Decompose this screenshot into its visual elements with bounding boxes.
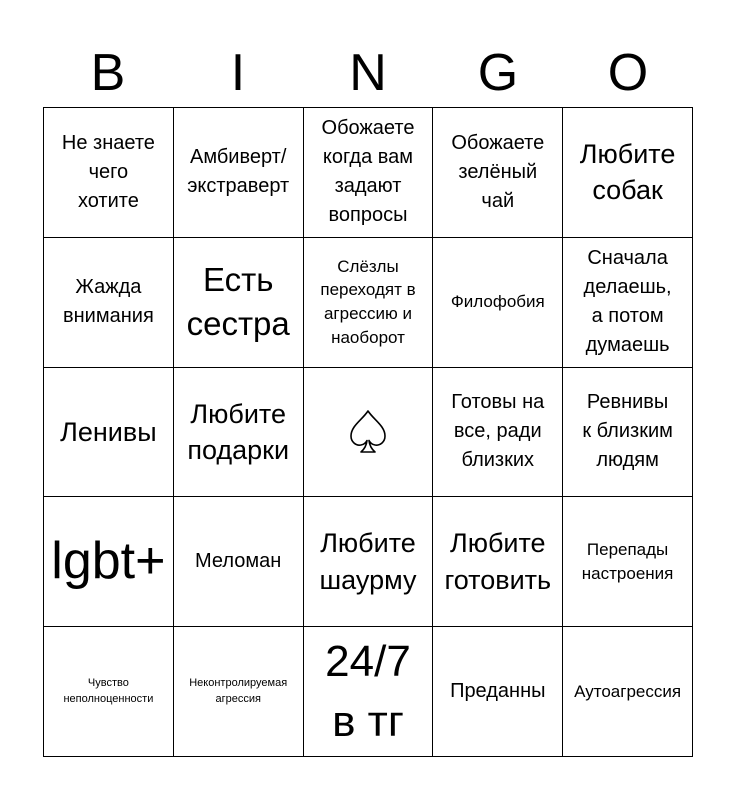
bingo-cell-label: Ревнивы к близким людям	[582, 391, 673, 472]
bingo-cell-label: lgbt+	[51, 532, 166, 591]
bingo-cell-label: Сначала делаешь, а потом думаешь	[583, 247, 672, 357]
bingo-cell[interactable]	[433, 238, 563, 368]
bingo-cell[interactable]	[563, 497, 693, 627]
bingo-cell[interactable]	[44, 627, 174, 757]
bingo-cell-label: Преданны	[450, 680, 546, 703]
bingo-cell[interactable]	[304, 238, 434, 368]
header-letter-i: I	[230, 44, 246, 102]
bingo-header	[43, 40, 693, 106]
bingo-cell-label: Неконтролируемая агрессия	[189, 676, 288, 705]
bingo-cell-label: Чувство неполноценности	[63, 676, 154, 705]
bingo-cell-label: Готовы на все, ради близких	[451, 391, 545, 472]
bingo-cell-label: Слёзлы переходят в агрессию и наоборот	[320, 256, 416, 347]
bingo-cell-label: Жажда внимания	[63, 276, 154, 328]
bingo-cell-label: Обожаете когда вам задают вопросы	[321, 117, 415, 227]
bingo-cell[interactable]	[563, 108, 693, 238]
bingo-cell-label: Обожаете зелёный чай	[451, 131, 545, 212]
bingo-cell-label: Любите подарки	[187, 398, 290, 465]
bingo-cell-label: Перепады настроения	[581, 539, 674, 583]
bingo-cell-label: Любите собак	[579, 138, 676, 206]
bingo-cell-label: Амбиверт/ экстраверт	[187, 146, 290, 198]
bingo-cell[interactable]	[433, 368, 563, 498]
bingo-cell[interactable]	[433, 108, 563, 238]
header-letter-g: G	[477, 44, 519, 102]
bingo-cell[interactable]	[563, 627, 693, 757]
bingo-cell[interactable]	[563, 238, 693, 368]
bingo-cell[interactable]	[174, 238, 304, 368]
header-letter-b: B	[90, 44, 126, 102]
bingo-cell-label: Меломан	[195, 550, 282, 573]
bingo-cell[interactable]	[174, 368, 304, 498]
bingo-cell[interactable]	[44, 238, 174, 368]
bingo-cell-label: Филофобия	[450, 292, 545, 312]
bingo-cell-label: Есть сестра	[186, 260, 290, 343]
bingo-cell[interactable]	[433, 497, 563, 627]
free-space-cell[interactable]	[304, 368, 434, 498]
bingo-cell[interactable]	[304, 497, 434, 627]
bingo-cell-label: Ленивы	[60, 416, 157, 447]
bingo-cell-label: 24/7 в тг	[325, 637, 411, 746]
bingo-cell[interactable]	[174, 627, 304, 757]
bingo-cell[interactable]	[174, 497, 304, 627]
header-letter-n: N	[349, 44, 387, 102]
bingo-cell[interactable]	[304, 108, 434, 238]
spade-icon	[348, 408, 388, 456]
bingo-cell-label: Любите шаурму	[319, 528, 417, 595]
header-letter-o: O	[607, 44, 649, 102]
bingo-cell[interactable]	[563, 368, 693, 498]
bingo-cell-label: Аутоагрессия	[574, 681, 682, 701]
bingo-cell[interactable]	[433, 627, 563, 757]
bingo-cell[interactable]	[174, 108, 304, 238]
bingo-cell[interactable]	[304, 627, 434, 757]
bingo-cell-label: Любите готовить	[444, 528, 552, 595]
bingo-cell[interactable]	[44, 368, 174, 498]
bingo-cell[interactable]	[44, 497, 174, 627]
bingo-cell-label: Не знаете чего хотите	[61, 131, 155, 212]
bingo-board	[43, 107, 693, 757]
bingo-cell[interactable]	[44, 108, 174, 238]
